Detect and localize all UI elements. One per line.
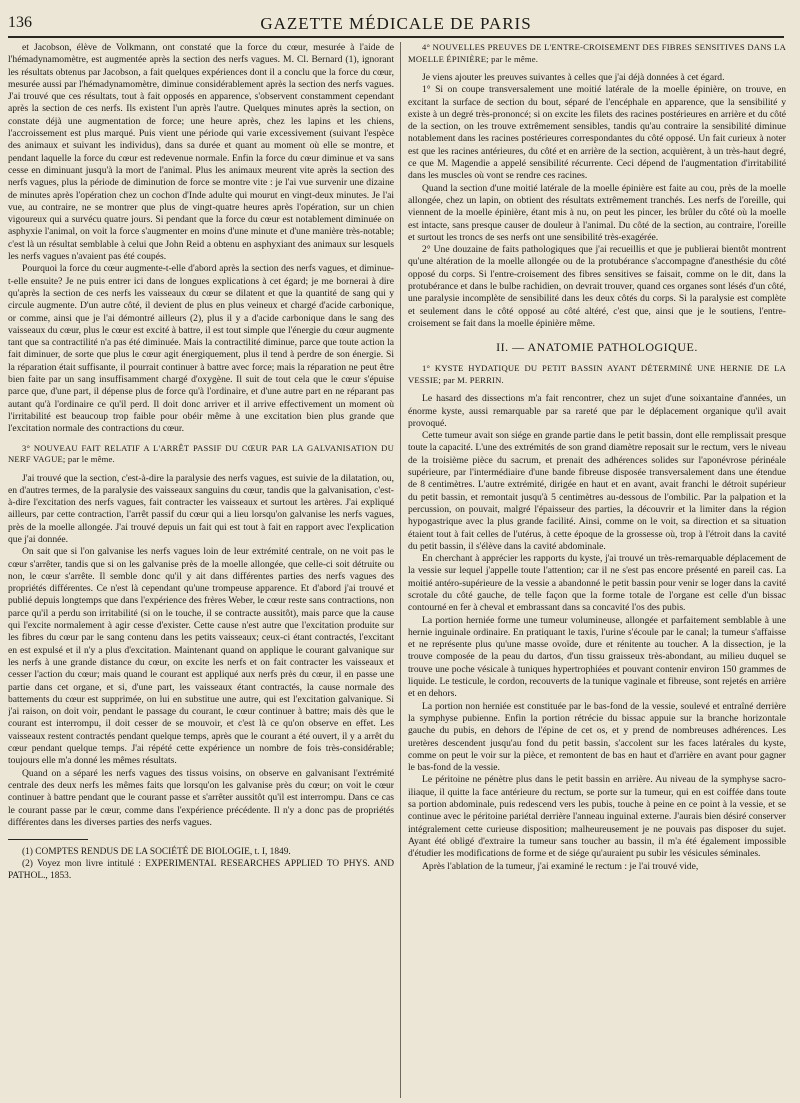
- footnote-rule: [8, 839, 88, 840]
- right-column: [408, 42, 786, 1100]
- paragraph: Quand la section d'une moitié latérale de la moelle épinière est faite au cou, près de la moelle allongée, chez un lapin, on obtient des résultats extrêmement tranchés. Les nerfs de l'oreille, qui viennent de la moelle épinière, étant mis à nu, on peut les pincer, les brûler du côté où la moelle est intacte, sans presque causer de douleur à l'animal. Du côté de la section, au contraire, l'oreille et surtout les troncs de ses nerfs ont une sensibilité très-exagérée.: [408, 182, 786, 243]
- paragraph: La portion non herniée est constituée par le bas-fond de la vessie, soulevé et entraîné derrière la symphyse pubienne. Enfin la portion rétrécie du bissac appuie sur la branche horizontale gauche du pubis, en dehors de l'épine de cet os, et y prend de nombreuses adhérences. Les uretères descendent jusqu'au fond du petit bassin, s'accolent sur les faces latérales du kyste, comme on peut le voir sur la pièce, et remontent de bas en haut et d'arrière en avant pour gagner le bas-fond de la vessie.: [408, 700, 786, 774]
- paragraph: La portion herniée forme une tumeur volumineuse, allongée et parfaitement semblable à une hernie inguinale ordinaire. En pratiquant le taxis, l'urine s'écoule par le canal; la tumeur s'affaisse et ne représente plus qu'une masse ovoïde, dure et rénitente au toucher. A la dissection, je la trouve composée de la peau du dartos, d'un tissu graisseux très-abondant, au milieu duquel se trouve une poche vésicale à tuniques hypertrophiées et pouvant contenir environ 150 grammes de liquide. Le testicule, le cordon, recouverts de la tunique vaginale et fibreuse, sont rejetés en arrière et en dehors.: [408, 614, 786, 700]
- paragraph: 1° Si on coupe transversalement une moitié latérale de la moelle épinière, on trouve, en excitant la surface de section du bout, séparé de l'encéphale en apparence, que la sensibilité y existe à un degré très-prononcé; si on excite les filets des racines postérieures en arrière et du côté de la section, on les trouve extrêmement sensibles, tandis qu'au contraire la sensibilité diminue notablement dans les racines postérieures correspondantes du côté opposé. Un fait curieux à noter est que les racines antérieures, du côté et en arrière de la section, acquièrent, à un très-haut degré, ce que M. Magendie a appelé sensibilité récurrente. Ceci dépend de l'augmentation d'irritabilité dans les muscles où vont se rendre ces racines.: [408, 84, 786, 182]
- footnote: (1) COMPTES RENDUS DE LA SOCIÉTÉ DE BIOLOGIE, t. I, 1849.: [22, 847, 291, 858]
- footnotes: [8, 846, 394, 882]
- paragraph: Cette tumeur avait son siége en grande partie dans le petit bassin, dont elle remplissait presque toute la capacité. L'une des extrémités de son grand diamètre reposait sur le rectum, vers le niveau de la troisième pièce du sacrum, et prenait des adhérences solides sur l'aponévrose périnéale supérieure, par l'intermédiaire d'une bande fibreuse disposée transversalement dans une étendue de 8 centimètres. L'autre extrémité, dirigée en haut et en avant, avait franchi le détroit supérieur du petit bassin, et remontait jusqu'à 5 centimètres au-dessous de l'ombilic. Par la palpation et la percussion, on pouvait, malgré l'épaisseur des parties, la découvrir et la limiter dans la région hypogastrique avec la plus grande facilité. Ainsi, comme on le voit, sa direction et sa situation étaient tout à fait celles de l'utérus, à cette époque de la grossesse où, trop à l'étroit dans la cavité du petit bassin, il s'élève dans la cavité abdominale.: [408, 430, 786, 552]
- paragraph: Le hasard des dissections m'a fait rencontrer, chez un sujet d'une soixantaine d'années, un énorme kyste, aussi remarquable par sa rareté que par le déplacement organique qu'il avait provoqué.: [408, 393, 786, 429]
- paragraph: Pourquoi la force du cœur augmente-t-elle d'abord après la section des nerfs vagues, et diminue-t-elle ensuite? Je ne puis entrer ici dans de longues explications à cet égard; je me bornerai à dire qu'après la section de ces nerfs les vaisseaux du cœur se dilatent et que la quantité de sang qui y circule augmente. D'un autre côté, il devient de plus en plus veineux et chargé d'acide carbonique, or comme, ainsi que je l'ai démontré ailleurs (2), plus il y a d'acide carbonique dans le sang des vaisseaux du cœur, plus le cœur est excité à battre, il est tout simple que l'énergie du cœur augmente tant que sa contractilité n'a pas été diminuée. Mais la contractilité diminue, parce que toute action la fait diminuer, de sorte que plus le cœur agit énergiquement, plus il tend à perdre de son énergie. Si la réparation était suffisante, il pourrait continuer à battre avec force; mais la réparation ne peut être bien faite par un sang insuffisamment chargé d'oxygène. Il suit de tout cela que le cœur s'épuise parce que, d'une part, il dépense plus de force qu'à l'ordinaire, et d'une autre part en ne réparant pas autant qu'à l'ordinaire ce qu'il perd. Il doit donc arriver et il arrive effectivement un moment où l'irritabilité est beaucoup trop faible pour obéir même à une excitation bien plus grande que l'excitation normale des contractions du cœur.: [8, 263, 394, 435]
- section-heading: 3° NOUVEAU FAIT RELATIF A L'ARRÊT PASSIF DU CŒUR PAR LA GALVANISATION DU NERF VAGUE; par le même.: [8, 442, 394, 464]
- paragraph: et Jacobson, élève de Volkmann, ont constaté que la force du cœur, mesurée à l'aide de l'hémadynamomètre, est augmentée après la section des nerfs vagues. M. Cl. Bernard (1), ignorant les résultats obtenus par Jacobson, a fait quelques expériences dont il a conclu que la force du cœur, mesurée aussi par l'hémadynamomètre, diminue considérablement après la section des nerfs vagues. J'ai trouvé que ces résultats, tout à fait opposés en apparence, s'observent constamment cependant après la section de ces nerfs. Ils existent l'un après l'autre. Quelques minutes après la section, on constate déjà une augmentation de force; une heure après, chez les lapins et les chiens, l'accroissement est plus marqué. Puis vient une période qui varie excessivement (suivant l'espèce des animaux et suivant les individus), dans sa durée et quant au moment où elle se montre, et pendant laquelle la force du cœur est redevenue normale. Enfin la force du cœur diminue et va sans cesse en diminuant jusqu'à la mort de l'animal. Plus les animaux meurent vite après la section des nerfs vagues, plus la période de diminution de force se montre vite : je l'ai vue survenir une dizaine de minutes après l'opération chez un cochon d'Inde adulte qui mourut en vingt-deux minutes. Je l'ai vue, au contraire, ne se montrer que plus de vingt-quatre heures après l'opération, sur un chien vigoureux qui a survécu quatre jours. Si pendant que la force du cœur est notablement diminuée on asphyxie l'animal, on voit la force s'augmenter en moins d'une minute et d'une manière très-notable; c'est là un résultat semblable à celui que John Reid a obtenu en asphyxiant des animaux sur lesquels les nerfs vagues n'avaient pas été coupés.: [8, 42, 394, 263]
- paragraph: J'ai trouvé que la section, c'est-à-dire la paralysie des nerfs vagues, est suivie de la dilatation, ou, en d'autres termes, de la paralysie des vaisseaux sanguins du cœur, tandis que la galvanisation, c'est-à-dire l'excitation des nerfs vagues, fait contracter les vaisseaux et surtout les artères. J'ai expliqué ailleurs, par cette contraction, l'arrêt passif du cœur qui a lieu lorsqu'on galvanise les nerfs vagues, près de la moelle allongée. J'ai trouvé depuis un fait qui est tout à fait en rapport avec l'explication que j'ai donnée.: [8, 472, 394, 545]
- subsection-heading: 1° KYSTE HYDATIQUE DU PETIT BASSIN AYANT DÉTERMINÉ UNE HERNIE DE LA VESSIE; par M. PERRIN.: [408, 363, 786, 385]
- paragraph: Après l'ablation de la tumeur, j'ai examiné le rectum : je l'ai trouvé vide,: [422, 860, 699, 872]
- journal-title: GAZETTE MÉDICALE DE PARIS: [260, 14, 532, 33]
- paragraph: Le péritoine ne pénètre plus dans le petit bassin en arrière. Au niveau de la symphyse sacro-iliaque, il quitte la face antérieure du rectum, se porte sur la tumeur, qui en est coiffée dans toute sa portion abdominale, puis redescend vers les pubis, touche à peine en ce point à la vessie, et se continue avec le péritoine pariétal derrière l'anneau inguinal externe. J'aurais bien désiré conserver intégralement cette curieuse disposition; malheureusement je ne pouvais pas disposer du sujet. Ayant été obligé d'extraire la tumeur sans toucher au bassin, il m'a été également impossible d'étudier les modifications de forme et de siége qu'auraient pu subir les vésicules séminales.: [408, 774, 786, 860]
- page-number: 136: [8, 14, 32, 31]
- header-rule: [8, 36, 784, 38]
- paragraph: Je viens ajouter les preuves suivantes à celles que j'ai déjà données à cet égard.: [422, 72, 725, 83]
- paragraph: Quand on a séparé les nerfs vagues des tissus voisins, on observe en galvanisant l'extrémité centrale des deux nerfs les mêmes faits que lorsqu'on les galvanise près du cœur; on voit le cœur continuer à battre pendant que le courant passe et s'arrêter aussitôt qu'il est interrompu. Dans ce cas le courant passe par le cœur, comme dans l'expérience précédente. Il n'y a donc pas de propriétés différentes dans les diverses parties des nerfs vagues.: [8, 767, 394, 828]
- column-divider: [400, 42, 401, 1098]
- section-title: II. — ANATOMIE PATHOLOGIQUE.: [496, 340, 698, 355]
- left-column: [8, 42, 394, 1100]
- footnote: (2) Voyez mon livre intitulé : EXPERIMENTAL RESEARCHES APPLIED TO PHYS. AND PATHOL., 1853.: [8, 859, 394, 882]
- paragraph: En cherchant à apprécier les rapports du kyste, j'ai trouvé un très-remarquable déplacement de la vessie sur lequel j'appelle toute l'attention; car il ne s'est pas encore présenté en pareil cas. La moitié antéro-supérieure de la vessie a abandonné le petit bassin pour venir se loger dans la cavité scrotale du côté gauche, de telle façon que la forme totale de l'organe est celle d'un bissac contourné en fer à cheval et embrassant dans sa concavité l'os des pubis.: [408, 553, 786, 614]
- page-header: [8, 10, 784, 38]
- paragraph: 2° Une douzaine de faits pathologiques que j'ai recueillis et que je publierai bientôt montrent qu'une altération de la moelle allongée ou de la protubérance s'accompagne d'anesthésie du côté opposé du corps. Si l'entre-croisement des fibres sensitives se faisait, comme on le dit, dans la protubérance et dans le bulbe rachidien, on devrait trouver, quand ces organes sont lésés d'un côté, une paralysie incomplète de sensibilité dans les deux côtés du corps. Si la paralysie est complète et seulement dans le côté opposé au côté altéré, c'est que, ainsi que je le soutiens, l'entre-croisement se fait dans la moelle épinière même.: [408, 244, 786, 329]
- paragraph: On sait que si l'on galvanise les nerfs vagues loin de leur extrémité centrale, on ne voit pas le cœur s'arrêter, tandis que si on les galvanise près de la moelle allongée, que celle-ci soit détruite ou non, le cœur s'arrête. Il semble donc qu'il y ait dans différentes parties des nerfs vagues des propriétés différentes. Ce n'est là cependant qu'une trompeuse apparence. Et d'abord j'ai trouvé et publié depuis longtemps que dans l'expérience des frères Weber, le cœur reste sans contractions, non parce qu'il a perdu son irritabilité (si on le touche, il se contracte aussitôt), mais parce que la cause qui l'excite normalement à agir cesse d'exister. Cette cause n'est autre que l'excitation produite sur les fibres du cœur par le sang contenu dans les petits vaisseaux; ceux-ci étant contractés, l'excitant en est expulsé et il n'y a plus d'excitation. Maintenant quand on applique le courant galvanique sur les nerfs à une grande distance du cœur, on excite les nerfs et on fait contracter les vaisseaux et cesser l'action du cœur; mais quand le courant est appliqué aux nerfs près du cœur, il en passe une partie dans cet organe, et si, d'une part, les vaisseaux étant contractés, la cause normale des battements du cœur est supprimée, on lui en substitue une autre, qui est l'excitation galvanique. Si j'ai raison, on doit voir, pendant le passage du courant, le cœur continuer à battre; mais dès que le courant est interrompu, il doit cesser de se mouvoir, et c'est là ce qu'on observe en effet. Les vaisseaux restent contractés pendant quelque temps, après que le courant a été ouvert, il y a arrêt du cœur pendant quelque temps. J'ai répété cette expérience un nombre de fois très-considérable; toujours elle m'a donné les mêmes résultats.: [8, 546, 394, 767]
- section-heading: 4° NOUVELLES PREUVES DE L'ENTRE-CROISEMENT DES FIBRES SENSITIVES DANS LA MOELLE ÉPINIÈRE; par le même.: [408, 42, 786, 64]
